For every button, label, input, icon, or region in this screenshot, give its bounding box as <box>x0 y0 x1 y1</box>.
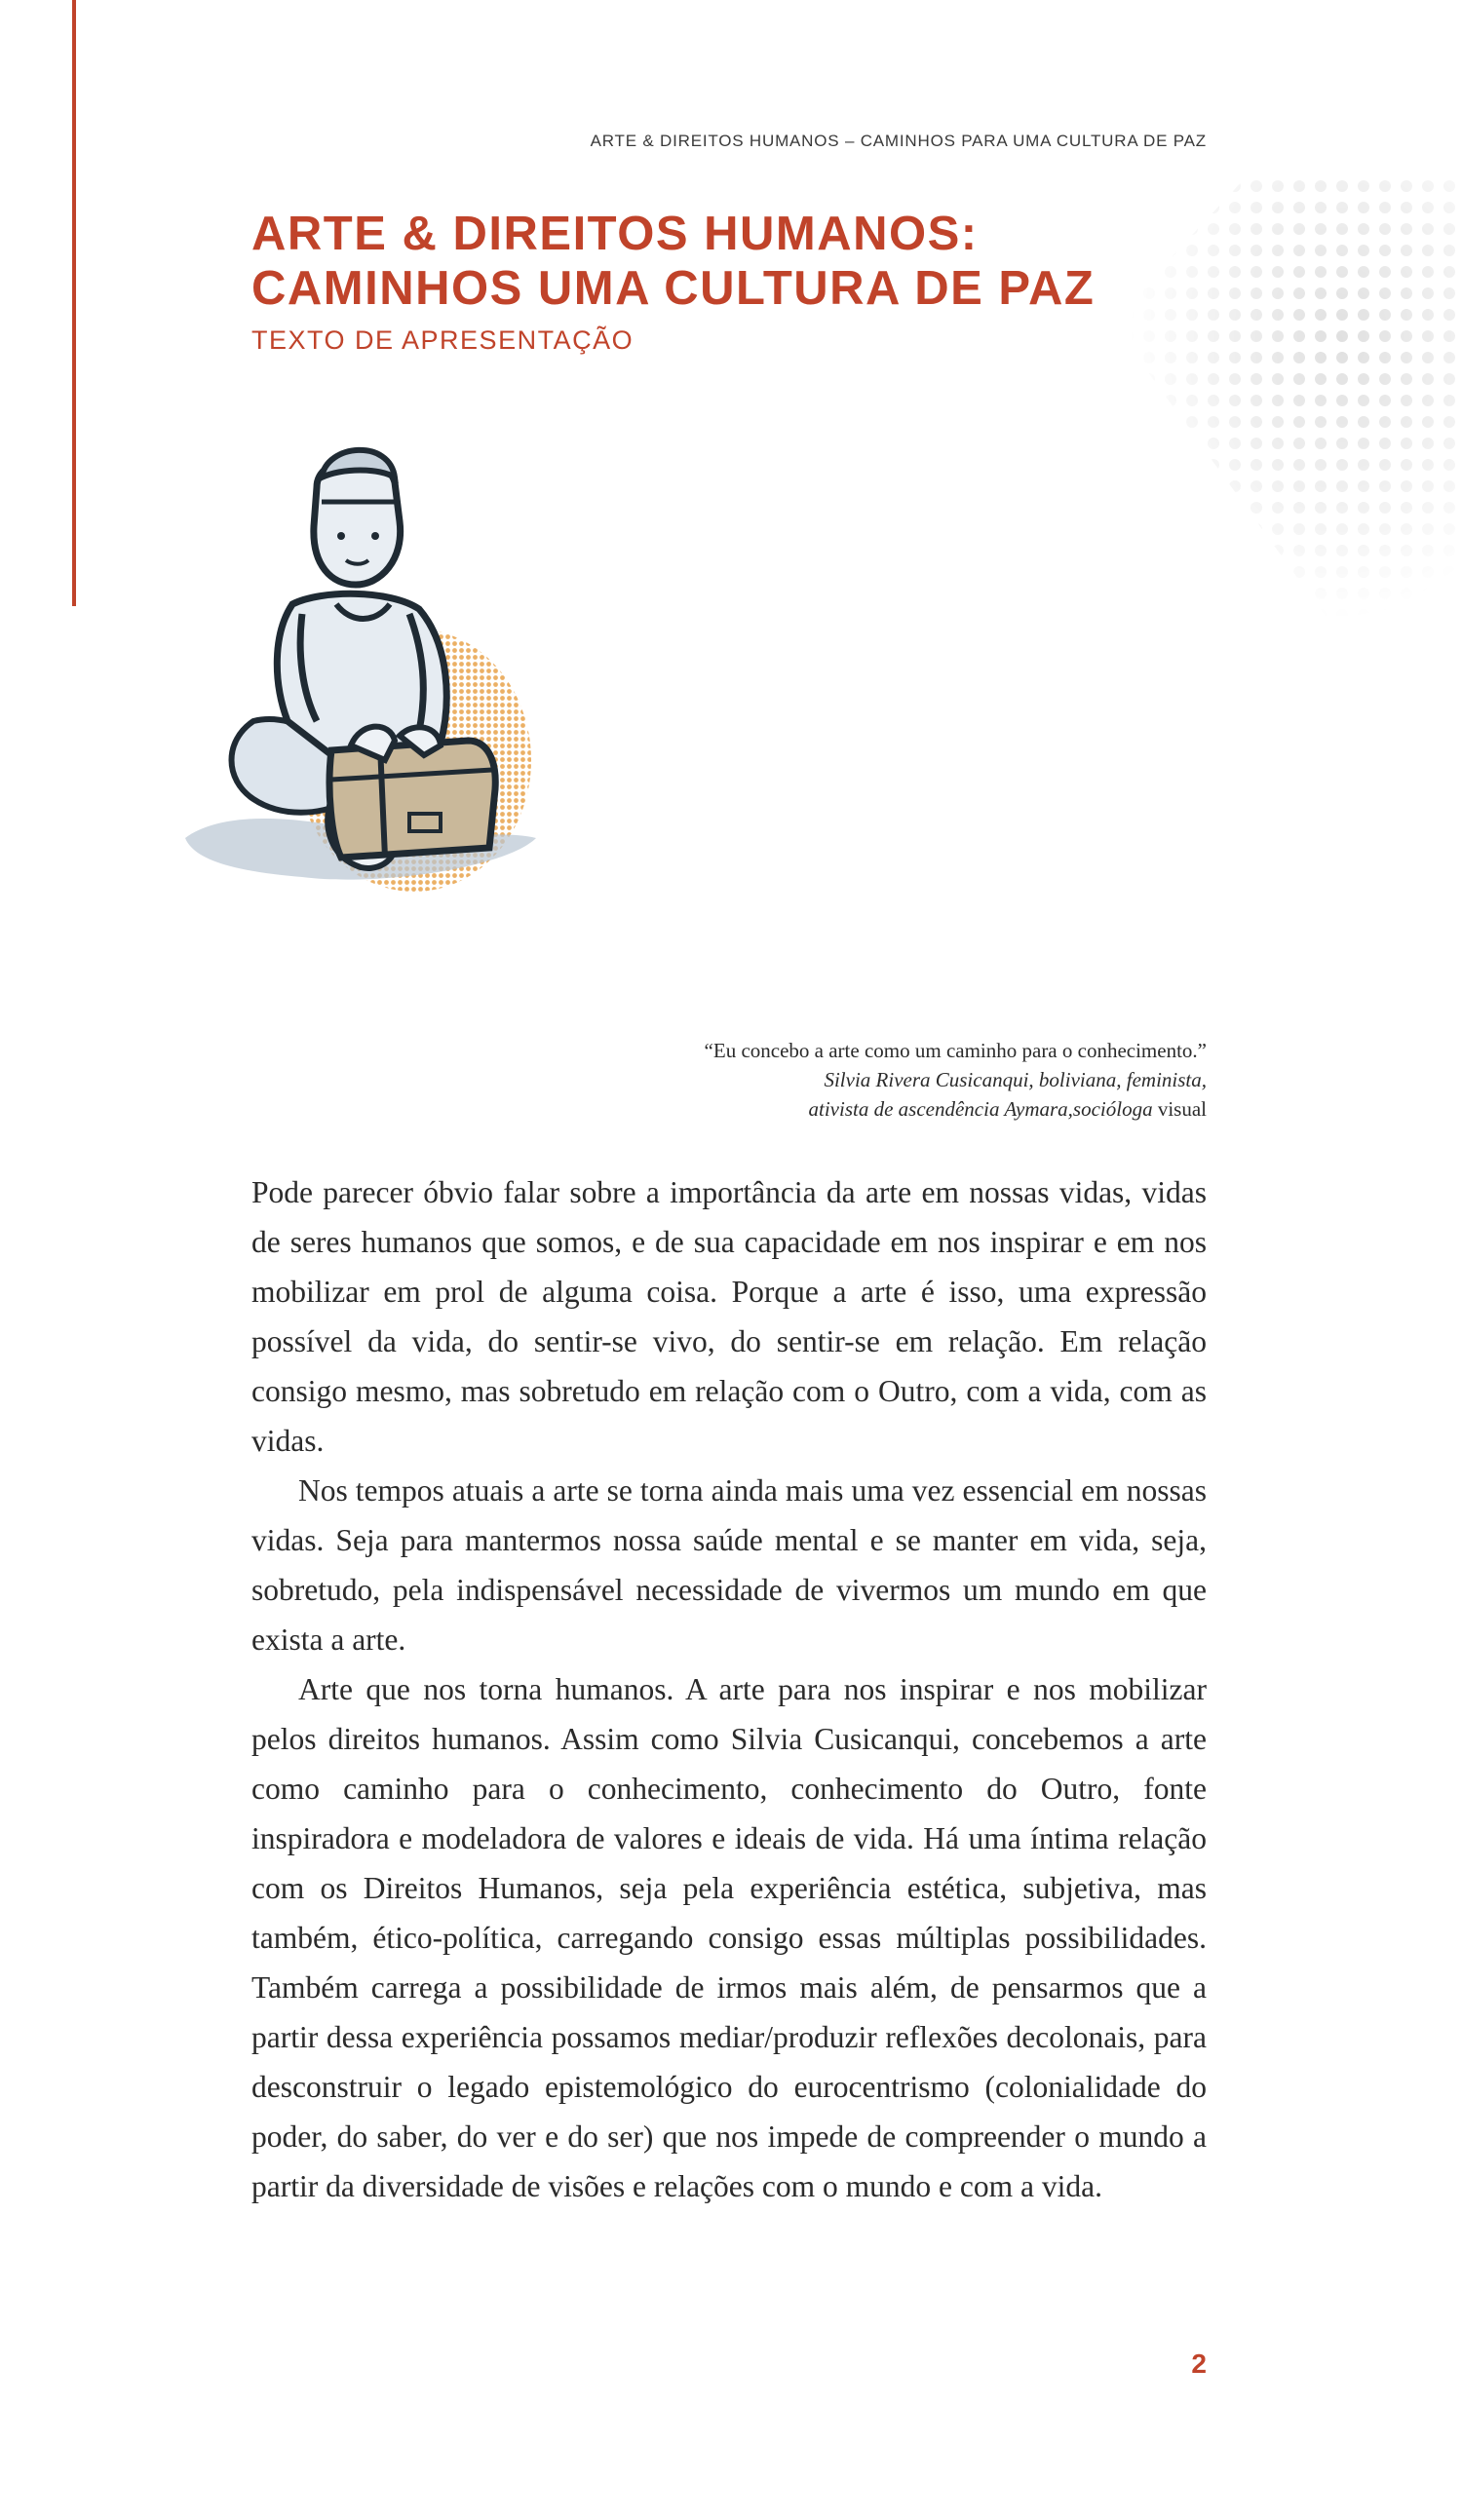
epigraph-attribution-line-2 <box>524 1094 1207 1124</box>
page-number: 2 <box>1191 2348 1207 2379</box>
body-paragraph-1: Pode parecer óbvio falar sobre a importância da arte em nossas vidas, vidas de seres humanos que somos, e de sua capacidade em nos inspirar e em nos mobilizar em prol de alguma coisa. Porque a arte é isso, uma expressão possível da vida, do sentir-se vivo, do sentir-se em relação. Em relação consigo mesmo, mas sobretudo em relação com o Outro, com a vida, com as vidas. <box>251 1175 1207 1458</box>
page-title-line-1: ARTE & DIREITOS HUMANOS: <box>251 208 979 260</box>
epigraph-attribution-italic: ativista de ascendência Aymara,socióloga <box>808 1097 1153 1121</box>
margin-accent-rule <box>72 0 76 606</box>
title-block <box>251 207 1207 356</box>
person-with-suitcase-illustration <box>185 429 643 935</box>
epigraph <box>524 1036 1207 1124</box>
body-text <box>251 1167 1207 2211</box>
epigraph-attribution-line-1: Silvia Rivera Cusicanqui, boliviana, feminista, <box>824 1068 1207 1091</box>
body-paragraph-3: Arte que nos torna humanos. A arte para nos inspirar e nos mobilizar pelos direitos humanos. Assim como Silvia Cusicanqui, concebemos a arte como caminho para o conhecimento, conhecimento do Outro, fonte inspiradora e modeladora de valores e ideais de vida. Há uma íntima relação com os Direitos Humanos, seja pela experiência estética, subjetiva, mas também, ético-política, carregando consigo essas múltiplas possibilidades. Também carrega a possibilidade de irmos mais além, de pensarmos que a partir dessa experiência possamos mediar/produzir reflexões decolonais, para desconstruir o legado epistemológico do eurocentrismo (colonialidade do poder, do saber, do ver e do ser) que nos impede de compreender o mundo a partir da diversidade de visões e relações com o mundo e com a vida. <box>251 1672 1207 2203</box>
page-subtitle: TEXTO DE APRESENTAÇÃO <box>251 325 635 355</box>
running-header: ARTE & DIREITOS HUMANOS – CAMINHOS PARA UMA CULTURA DE PAZ <box>590 132 1207 150</box>
epigraph-attribution-plain: visual <box>1152 1097 1207 1121</box>
body-paragraph-2: Nos tempos atuais a arte se torna ainda mais uma vez essencial em nossas vidas. Seja para mantermos nossa saúde mental e se manter em vida, seja, sobretudo, pela indispensável necessidade de vivermos um mundo em que exista a arte. <box>251 1473 1207 1657</box>
page-title-line-2: CAMINHOS UMA CULTURA DE PAZ <box>251 262 1096 315</box>
epigraph-quote: “Eu concebo a arte como um caminho para o conhecimento.” <box>704 1039 1207 1062</box>
